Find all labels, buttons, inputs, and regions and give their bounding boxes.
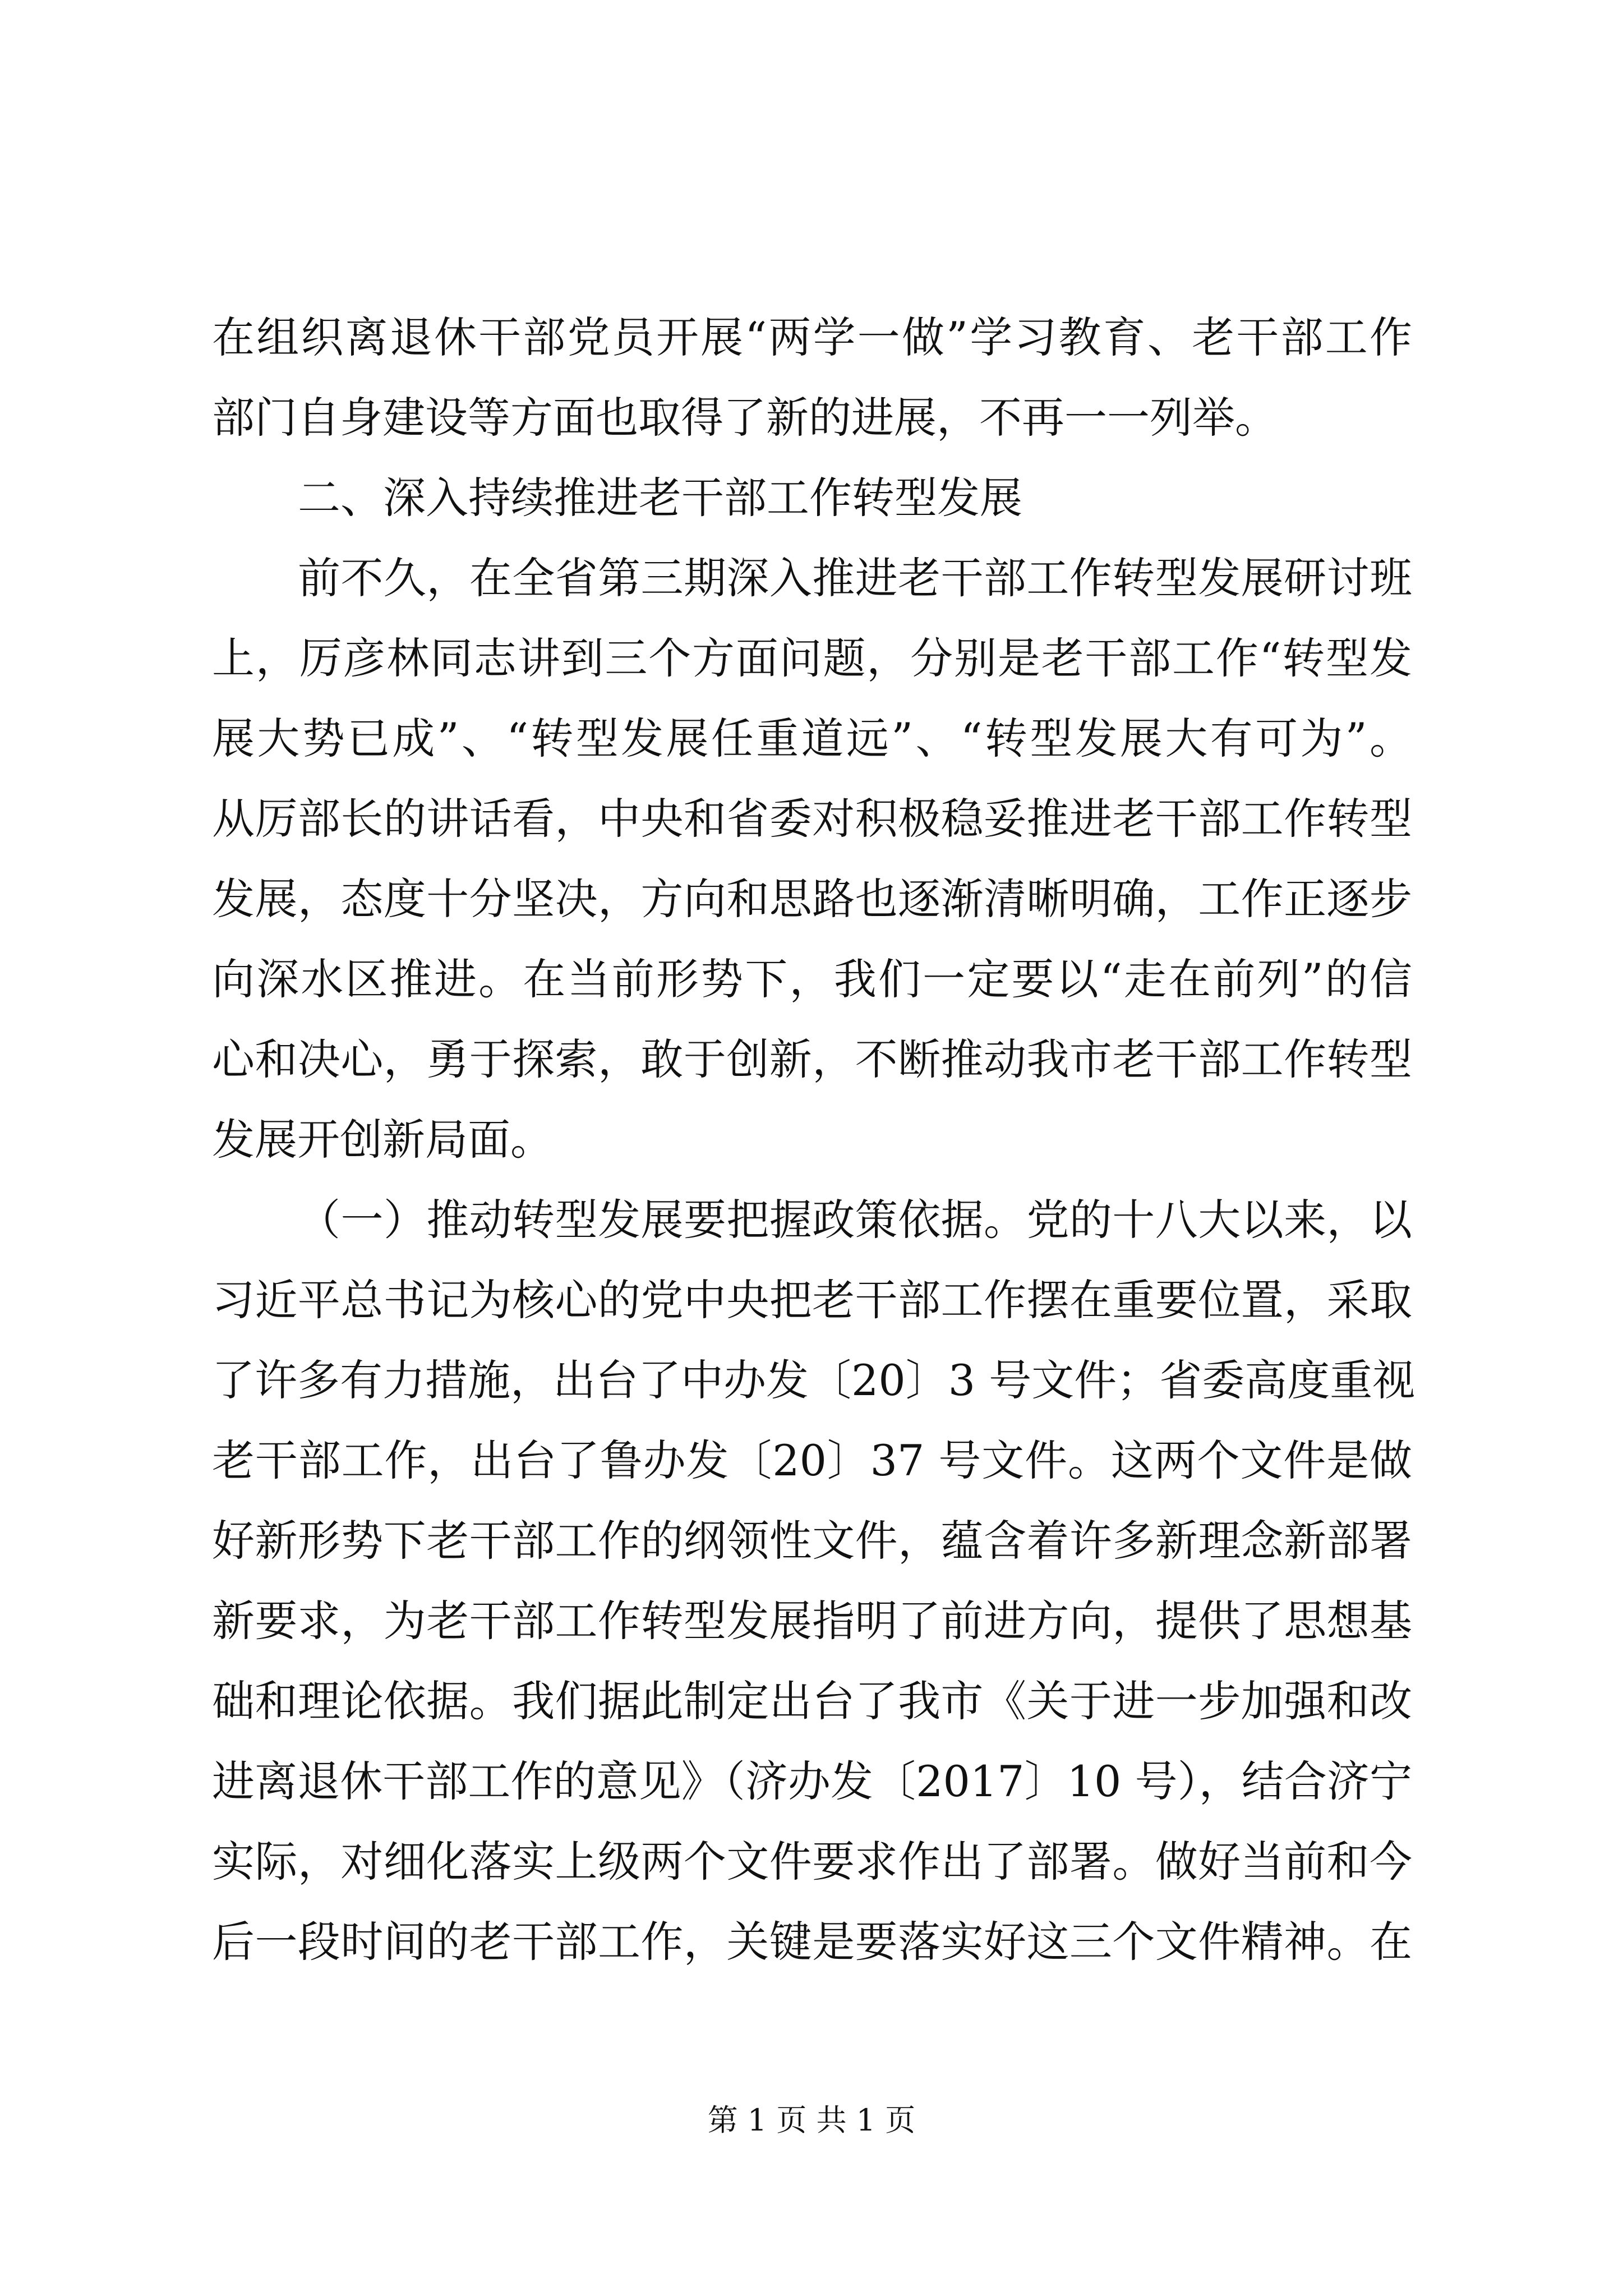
document-body [212, 297, 1415, 1982]
section-heading: 二、深入持续推进老干部工作转型发展 [298, 473, 1022, 523]
text-line: 发展，态度十分坚决，方向和思路也逐渐清晰明确，工作正逐步 [212, 874, 1412, 924]
text-line: 习近平总书记为核心的党中央把老干部工作摆在重要位置，采取 [212, 1275, 1412, 1325]
text-line: 心和决心，勇于探索，敢于创新，不断推动我市老干部工作转型 [212, 1034, 1412, 1084]
text-line: 新要求，为老干部工作转型发展指明了前进方向，提供了思想基 [212, 1596, 1412, 1646]
text-line: （一）推动转型发展要把握政策依据。党的十八大以来，以 [298, 1195, 1412, 1245]
text-line: 老干部工作，出台了鲁办发〔20〕37 号文件。这两个文件是做 [212, 1435, 1412, 1485]
text-line: 在组织离退休干部党员开展“两学一做”学习教育、老干部工作 [212, 312, 1412, 362]
text-line: 发展开创新局面。 [212, 1115, 553, 1165]
text-line: 展大势已成”、“转型发展任重道远”、“转型发展大有可为”。 [212, 714, 1412, 763]
text-line: 向深水区推进。在当前形势下，我们一定要以“走在前列”的信 [212, 954, 1412, 1004]
text-line: 部门自身建设等方面也取得了新的进展，不再一一列举。 [212, 393, 1278, 443]
text-line: 从厉部长的讲话看，中央和省委对积极稳妥推进老干部工作转型 [212, 794, 1412, 844]
text-line: 上，厉彦林同志讲到三个方面问题，分别是老干部工作“转型发 [212, 633, 1412, 683]
page-footer: 第 1 页 共 1 页 [707, 2102, 916, 2138]
text-line: 好新形势下老干部工作的纲领性文件，蕴含着许多新理念新部署 [212, 1516, 1412, 1566]
text-line: 础和理论依据。我们据此制定出台了我市《关于进一步加强和改 [212, 1676, 1412, 1726]
text-line: 了许多有力措施，出台了中办发〔20〕3 号文件；省委高度重视 [212, 1355, 1415, 1405]
text-line: 前不久，在全省第三期深入推进老干部工作转型发展研讨班 [298, 553, 1412, 603]
text-line: 实际，对细化落实上级两个文件要求作出了部署。做好当前和今 [212, 1837, 1412, 1887]
text-line: 后一段时间的老干部工作，关键是要落实好这三个文件精神。在 [212, 1917, 1412, 1967]
text-line: 进离退休干部工作的意见》（济办发〔2017〕10 号），结合济宁 [212, 1756, 1412, 1806]
